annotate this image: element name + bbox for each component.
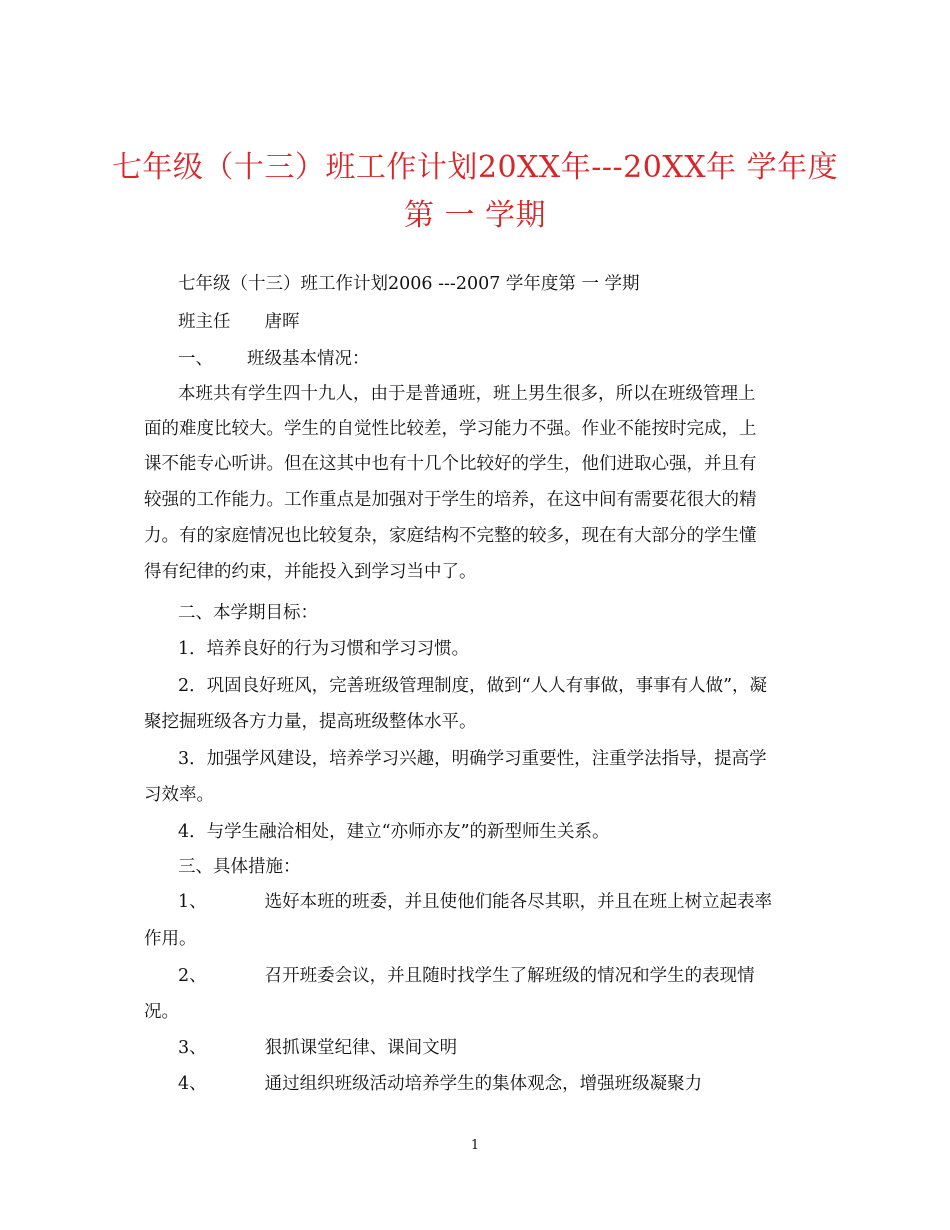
measure-item	[178, 1070, 848, 1095]
measure-item	[178, 888, 848, 913]
section-number: 一、	[178, 349, 213, 369]
teacher-label: 班主任	[178, 312, 231, 332]
paragraph-line: 面的难度比较大。学生的自觉性比较差，学习能力不强。作业不能按时完成，上	[144, 419, 757, 439]
paragraph-line: 得有纪律的约束，并能投入到学习当中了。	[144, 562, 477, 582]
goal-item: 3．加强学风建设，培养学习兴趣，明确学习重要性，注重学法指导，提高学	[178, 749, 767, 769]
measure-number: 3、	[178, 1038, 207, 1058]
teacher-line	[178, 308, 848, 333]
measure-text: 通过组织班级活动培养学生的集体观念，增强班级凝聚力	[264, 1074, 703, 1094]
goal-item-cont: 聚挖掘班级各方力量，提高班级整体水平。	[144, 712, 477, 732]
paragraph-line: 力。有的家庭情况也比较复杂，家庭结构不完整的较多，现在有大部分的学生懂	[144, 526, 757, 546]
measure-text: 选好本班的班委，并且使他们能各尽其职，并且在班上树立起表率	[264, 892, 773, 912]
section-heading-1	[178, 345, 848, 370]
measure-text: 召开班委会议，并且随时找学生了解班级的情况和学生的表现情	[264, 966, 755, 986]
page-number: 1	[470, 1138, 480, 1153]
paragraph-line: 课不能专心听讲。但在这其中也有十几个比较好的学生，他们进取心强，并且有	[144, 454, 757, 474]
measure-item	[178, 1034, 848, 1059]
paragraph-line: 本班共有学生四十九人，由于是普通班，班上男生很多，所以在班级管理上	[178, 384, 756, 404]
section-heading-2: 二、本学期目标：	[178, 603, 318, 623]
measure-number: 2、	[178, 966, 207, 986]
goal-item: 1．培养良好的行为习惯和学习习惯。	[178, 639, 470, 659]
measure-number: 1、	[178, 892, 207, 912]
goal-item: 2．巩固良好班风，完善班级管理制度，做到“人人有事做，事事有人做”，凝	[178, 676, 768, 696]
goal-item-cont: 习效率。	[144, 785, 214, 805]
measure-text: 狠抓课堂纪律、课间文明	[264, 1038, 458, 1058]
document-title: 七年级（十三）班工作计划20XX年---20XX年 学年度	[111, 150, 839, 185]
teacher-name: 唐晖	[264, 312, 300, 332]
section-title: 班级基本情况：	[247, 349, 370, 369]
measure-item-cont: 况。	[144, 1002, 179, 1022]
document-title-line2: 第 一 学期	[403, 198, 547, 233]
paragraph-line: 较强的工作能力。工作重点是加强对于学生的培养，在这中间有需要花很大的精	[144, 490, 757, 510]
subtitle: 七年级（十三）班工作计划2006 ---2007 学年度第 一 学期	[178, 274, 640, 294]
goal-item: 4．与学生融洽相处，建立“亦师亦友”的新型师生关系。	[178, 822, 610, 842]
measure-number: 4、	[178, 1074, 207, 1094]
measure-item-cont: 作用。	[144, 929, 197, 949]
measure-item	[178, 962, 848, 987]
section-heading-3: 三、具体措施：	[178, 857, 301, 877]
